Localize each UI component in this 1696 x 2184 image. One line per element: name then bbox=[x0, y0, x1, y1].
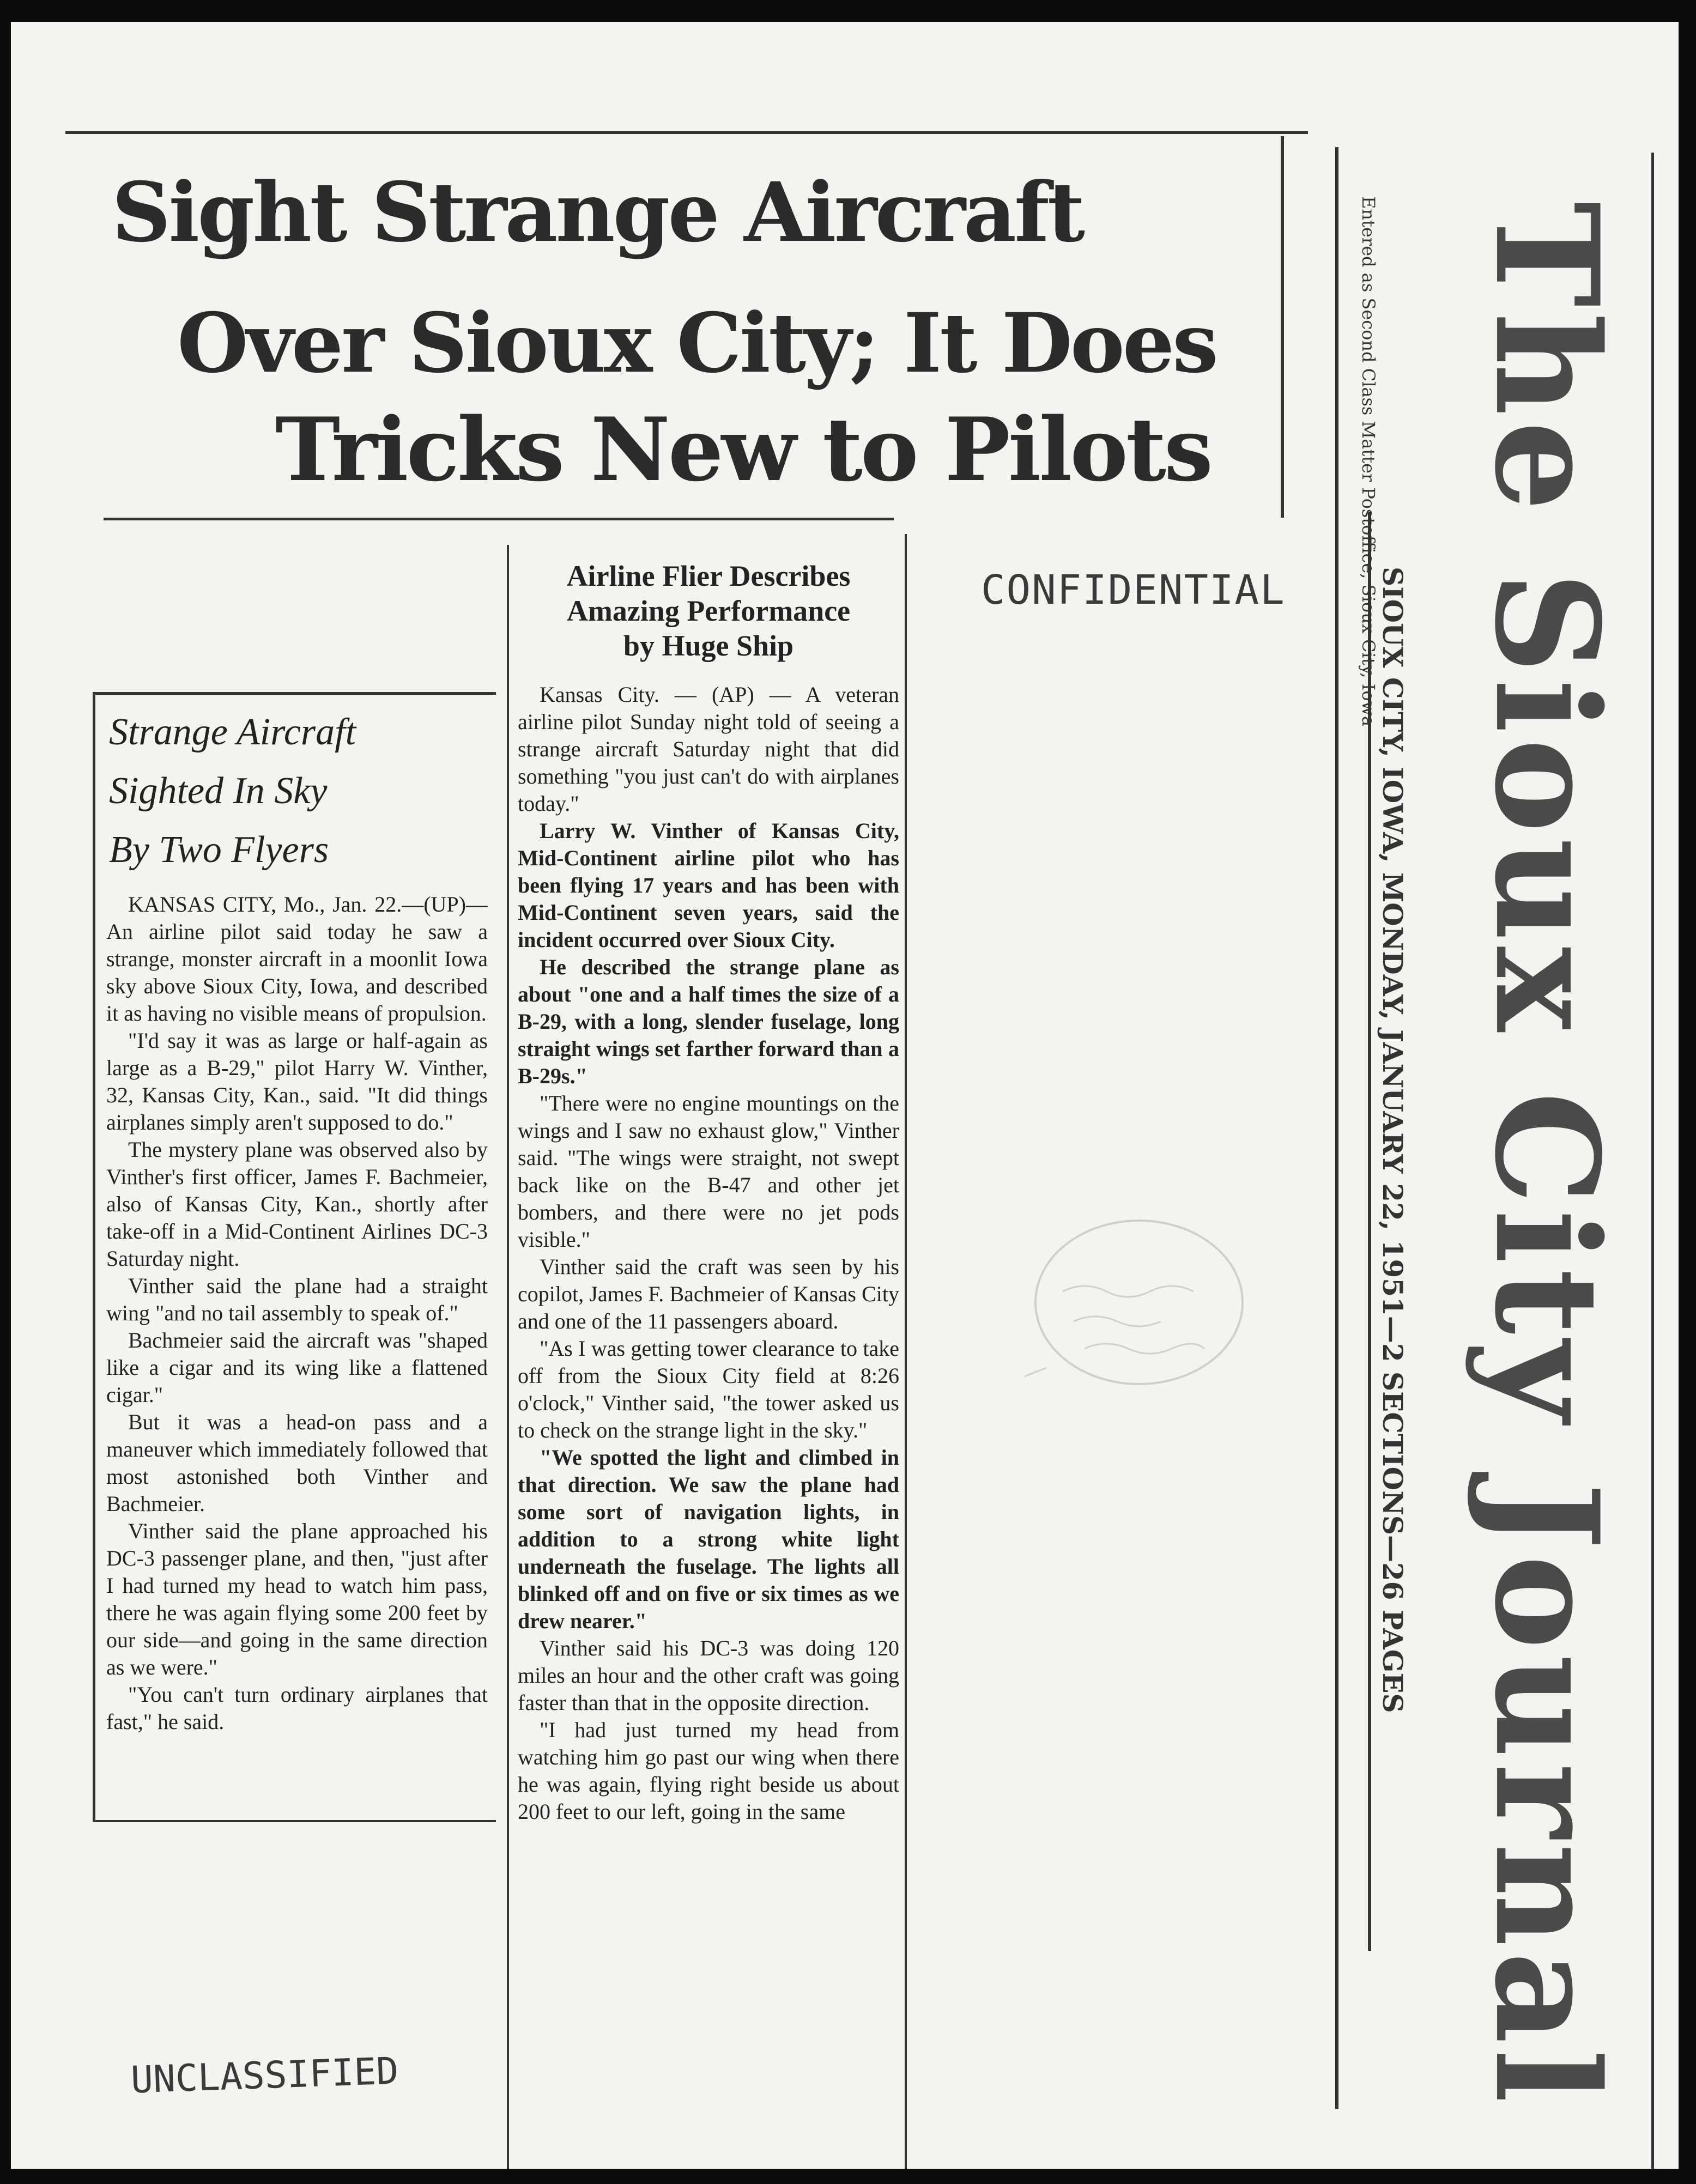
masthead-left-rule bbox=[1335, 147, 1338, 2109]
left-paragraph: Vinther said the plane had a straight wing "and no tail assembly to speak of." bbox=[106, 1273, 488, 1325]
deck-line-2: Amazing Performance bbox=[566, 594, 851, 627]
left-paragraph: "I'd say it was as large or half-again as large as a B-29," pilot Harry W. Vinther, 32, Kansas City, Kan., said. "It did things airplanes simply aren't supposed to do." bbox=[106, 1028, 488, 1135]
center-paragraph: Larry W. Vinther of Kansas City, Mid-Continent airline pilot who has been flying 17 years and has been with Mid-Continent seven years, said the incident occurred over Sioux City. bbox=[518, 818, 899, 952]
center-right-rule bbox=[905, 534, 907, 2169]
masthead-inner-rule bbox=[1368, 512, 1371, 1951]
left-paragraph: But it was a head-on pass and a maneuver which immediately followed that most astonished both Vinther and Bachmeier. bbox=[106, 1410, 488, 1516]
masthead-dateline: SIOUX CITY, IOWA, MONDAY, JANUARY 22, 1951—2 SECTIONS—26 PAGES bbox=[1377, 567, 1409, 1713]
center-story-body bbox=[518, 681, 899, 1825]
left-heading-line-3: By Two Flyers bbox=[109, 829, 329, 871]
headline-top-rule bbox=[65, 131, 1308, 134]
left-heading-line-2: Sighted In Sky bbox=[109, 770, 328, 812]
center-paragraph: He described the strange plane as about "one and a half times the size of a B-29, with a long, slender fuselage, long straight wings set farther forward than a B-29s." bbox=[518, 955, 899, 1088]
center-story-deck bbox=[512, 559, 905, 663]
center-paragraph: Vinther said the craft was seen by his copilot, James F. Bachmeier of Kansas City and one of the 11 passengers aboard. bbox=[518, 1254, 899, 1333]
left-paragraph: The mystery plane was observed also by Vinther's first officer, James F. Bachmeier, also of Kansas City, Kan., shortly after take-off in a Mid-Continent Airlines DC-3 Saturday night. bbox=[106, 1137, 488, 1271]
masthead-right-rule bbox=[1651, 153, 1654, 2169]
left-paragraph: Vinther said the plane approached his DC-3 passenger plane, and then, "just after I had turned my head to watch him pass, there he was again flying some 200 feet by our side—and going in the same direction as we were." bbox=[106, 1519, 488, 1679]
headline-right-rule bbox=[1281, 136, 1284, 518]
center-paragraph: Kansas City. — (AP) — A veteran airline pilot Sunday night told of seeing a strange aircraft Saturday night that did something "you just can't do with airplanes today." bbox=[518, 682, 899, 816]
masthead-entered-note: Entered as Second Class Matter Postoffice, Sioux City, Iowa bbox=[1358, 196, 1379, 727]
clipping-sheet bbox=[11, 22, 1679, 2169]
confidential-stamp: CONFIDENTIAL bbox=[981, 567, 1286, 614]
center-paragraph: "We spotted the light and climbed in that direction. We saw the plane had some sort of navigation lights, in addition to a strong white light underneath the fuselage. The lights all blinked off and on five or six times as we drew nearer." bbox=[518, 1445, 899, 1633]
left-story-body bbox=[106, 891, 488, 1736]
left-story-heading bbox=[109, 703, 490, 879]
center-left-rule bbox=[507, 545, 509, 2169]
center-paragraph: "As I was getting tower clearance to take off from the Sioux City field at 8:26 o'clock," Vinther said, "the tower asked us to check on the strange light in the sky." bbox=[518, 1336, 899, 1442]
masthead-title: The Sioux City Journal bbox=[1463, 202, 1630, 2109]
headline-bottom-rule bbox=[104, 518, 894, 520]
handwritten-note bbox=[1025, 1204, 1253, 1400]
center-paragraph: "There were no engine mountings on the wings and I saw no exhaust glow," Vinther said. "The wings were straight, not swept back like on the B-47 and other jet bombers, and there were no jet pods visible." bbox=[518, 1091, 899, 1252]
unclassified-stamp: UNCLASSIFIED bbox=[130, 2049, 399, 2102]
deck-line-1: Airline Flier Describes bbox=[566, 560, 851, 592]
left-box-bottom-rule bbox=[93, 1820, 496, 1822]
deck-line-3: by Huge Ship bbox=[623, 629, 794, 662]
left-box-left-rule bbox=[93, 692, 95, 1820]
left-heading-line-1: Strange Aircraft bbox=[109, 711, 356, 753]
left-paragraph: KANSAS CITY, Mo., Jan. 22.—(UP)—An airline pilot said today he saw a strange, monster aircraft in a moonlit Iowa sky above Sioux City, Iowa, and described it as having no visible means of propulsion. bbox=[106, 892, 488, 1026]
left-box-top-rule bbox=[93, 692, 496, 695]
left-paragraph: Bachmeier said the aircraft was "shaped like a cigar and its wing like a flattened cigar." bbox=[106, 1328, 488, 1407]
left-paragraph: "You can't turn ordinary airplanes that fast," he said. bbox=[106, 1682, 488, 1734]
headline-line-2: Over Sioux City; It Does bbox=[177, 295, 1216, 391]
center-paragraph: "I had just turned my head from watching him go past our wing when there he was again, flying right beside us about 200 feet to our left, going in the same bbox=[518, 1718, 899, 1824]
headline-line-3: Tricks New to Pilots bbox=[275, 398, 1211, 501]
headline-line-1: Sight Strange Aircraft bbox=[112, 165, 1083, 260]
center-paragraph: Vinther said his DC-3 was doing 120 miles an hour and the other craft was going faster than that in the opposite direction. bbox=[518, 1636, 899, 1715]
